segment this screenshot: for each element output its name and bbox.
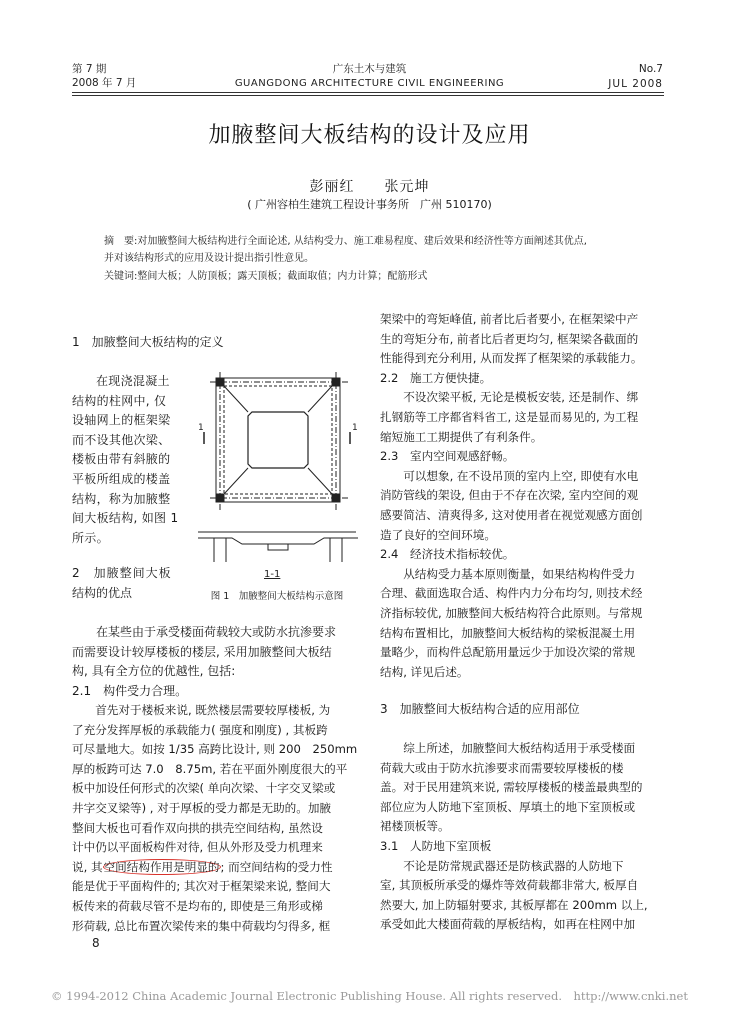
s22-line: 不设次梁平板, 无论是模板安装, 还是制作、绑 — [403, 390, 639, 405]
page-number: 8 — [92, 936, 100, 950]
para2-marked-line — [72, 858, 362, 878]
section-2-2-heading: 2.2 施工方便快捷。 — [380, 370, 492, 385]
journal-title-cn: 广东土木与建筑 — [332, 63, 407, 75]
para2-line: 了充分发挥厚板的承载能力( 强度和刚度) , 其板跨 — [72, 722, 328, 737]
section-2-heading-line-1: 2 加腋整间大板 — [72, 566, 172, 580]
para2-line: 厚的板跨可达 7.0 8.75m, 若在平面外刚度很大的平 — [72, 761, 348, 776]
section-column-left — [214, 538, 226, 562]
para2-line: 井字交叉梁等) , 对于厚板的受力都是无助的。加腋 — [72, 800, 332, 815]
s22-line: 缩短施工工期提供了有利条件。 — [380, 429, 543, 444]
s31-line: 然要大, 加上防辐射要求, 其板厚都在 200mm 以上, — [380, 897, 648, 912]
s1-line: 设轴网上的框架梁 — [72, 413, 171, 428]
section-1-heading: 1 加腋整间大板结构的定义 — [72, 335, 224, 349]
issue-date-cn: 2008 年 7 月 — [72, 77, 137, 89]
s1-line: 在现浇混凝土 — [96, 374, 170, 388]
haunch-diagonal — [224, 386, 248, 412]
section-3-1-heading: 3.1 人防地下室顶板 — [380, 838, 492, 853]
paper-title: 加腋整间大板结构的设计及应用 — [208, 123, 531, 148]
column — [216, 494, 224, 502]
column — [332, 494, 340, 502]
marked-post: ; 而空间结构的受力性 — [220, 859, 333, 874]
section-2-3-heading: 2.3 室内空间观感舒畅。 — [380, 449, 515, 464]
s1-line: 楼板由带有斜腋的 — [72, 452, 171, 467]
keywords-line — [104, 268, 664, 285]
s1-line: 平板所组成的楼盖 — [72, 471, 171, 486]
s24-line: 量略少，而构件总配筋用量远少于加设次梁的常规 — [380, 645, 636, 660]
para1-line: 而需要设计较厚楼板的楼层, 采用加腋整间大板结 — [72, 644, 332, 659]
para1-line: 构, 具有全方位的优越性, 包括: — [72, 664, 236, 679]
s24-line: 结构, 详见后述。 — [380, 664, 469, 679]
cut-label-left: 1 — [198, 423, 204, 433]
s1-line: 所示。 — [72, 530, 109, 545]
s24-line: 济指标较优, 加腋整间大板结构符合此原则。与常规 — [380, 605, 643, 620]
abstract-line-1 — [104, 233, 664, 250]
abstract-text-1: 对加腋整间大板结构进行全面论述, 从结构受力、施工难易程度、建后效果和经济性等方面阐述其优点, — [137, 236, 587, 247]
para2-line: 可尽量地大。如按 1/35 高跨比设计, 则 200 250mm — [72, 742, 358, 757]
figure-1-diagram — [192, 372, 362, 590]
s23-line: 消防管线的架设, 但由于不存在次梁, 室内空间的观 — [380, 488, 639, 503]
figure-1-caption: 图 1 加腋整间大板结构示意图 — [210, 591, 344, 602]
s24-line: 结构布置相比，加腋整间大板结构的梁板混凝土用 — [380, 625, 636, 640]
section-beam — [268, 544, 288, 550]
header-rule-thin — [72, 95, 664, 96]
s31-line: 室, 其顶板所承受的爆炸等效荷载都非常大, 板厚自 — [380, 878, 639, 893]
haunch-diagonal — [308, 468, 332, 494]
keywords-text: 整间大板；人防顶板；露天顶板；截面取值；内力计算；配筋形式 — [137, 271, 428, 282]
highlight-ellipse: 空间结构作用是明显的 — [103, 859, 220, 874]
s3-line: 部位应为人防地下室顶板、厚填土的地下室顶板或 — [380, 799, 636, 814]
para-cont-line: 架梁中的弯矩峰值, 前者比后者要小, 在框架梁中产 — [380, 312, 639, 326]
beam-inner-edge — [224, 386, 332, 494]
affiliation: ( 广州容柏生建筑工程设计事务所 广州 510170) — [247, 198, 492, 211]
abstract-label: 摘 要: — [104, 236, 138, 247]
section-2-4-heading: 2.4 经济技术指标较优。 — [380, 547, 515, 562]
s1-line: 结构的柱网中, 仅 — [72, 393, 167, 408]
s23-line: 感要简洁、清爽得多, 这对使用者在视觉观感方面创 — [380, 507, 643, 522]
section-3-body — [380, 739, 668, 935]
section-1-body — [72, 372, 184, 548]
section-label: 1-1 — [264, 569, 281, 580]
marked-pre: 说, 其 — [72, 859, 103, 874]
para2-line: 形荷载, 总比布置次梁传来的集中荷载均匀得多, 框 — [72, 918, 331, 933]
s1-line: 结构，称为加腋整 — [72, 491, 171, 506]
column — [332, 378, 340, 386]
journal-title-en: GUANGDONG ARCHITECTURE CIVIL ENGINEERING — [234, 78, 505, 89]
issue-number-cn: 第 7 期 — [72, 63, 107, 75]
s23-line: 可以想象, 在不设吊顶的室内上空, 即使有水电 — [403, 468, 639, 483]
cut-label-right: 1 — [352, 423, 358, 433]
s24-line: 从结构受力基本原则衡量，如果结构构件受力 — [403, 566, 636, 581]
abstract-text-2: 并对该结构形式的应用及设计提出指引性意见。 — [104, 253, 314, 264]
s1-line: 间大板结构, 如图 1 — [72, 511, 179, 526]
section-3-heading: 3 加腋整间大板结构合适的应用部位 — [380, 702, 580, 716]
s23-line: 造了良好的空间环境。 — [380, 527, 496, 542]
frame-outer — [216, 378, 340, 502]
s31-line: 承受如此大楼面荷载的厚板结构，如再在柱网中加 — [380, 917, 636, 932]
s31-line: 不论是防常规武器还是防核武器的人防地下 — [403, 858, 624, 873]
cnki-watermark: © 1994-2012 China Academic Journal Electronic Publishing House. All rights reserved. http://www.cnki.net — [51, 989, 688, 1003]
s22-line: 扎钢筋等工序都省料省工, 这是显而易见的, 为工程 — [380, 409, 639, 424]
para2-line: 计中仍以平面板构件对待, 但从外形及受力机理来 — [72, 840, 323, 855]
issue-number-en: No.7 — [638, 63, 663, 75]
para1-line: 在某些由于承受楼面荷载较大或防水抗渗要求 — [96, 625, 337, 639]
s3-line: 综上所述，加腋整间大板结构适用于承受楼面 — [403, 741, 636, 755]
section-column-right — [330, 538, 342, 562]
s3-line: 裙楼顶板等。 — [380, 819, 450, 834]
s1-line: 而不设其他次梁、 — [72, 432, 171, 447]
para-cont-line: 性能得到充分利用, 从而发挥了框架梁的承载能力。 — [380, 351, 643, 366]
para-cont-line: 生的弯矩分布, 前者比后者更均匀, 框架梁各截面的 — [380, 331, 639, 346]
para2-line: 板中加设任何形式的次梁( 单向次梁、十字交叉梁或 — [72, 781, 336, 796]
para2-line: 整间大板也可看作双向拱的拱壳空间结构, 虽然设 — [72, 820, 323, 835]
section-2-intro — [72, 623, 362, 682]
para2-line: 首先对于楼板来说, 既然楼层需要较厚楼板, 为 — [95, 703, 331, 717]
haunch-diagonal — [308, 386, 332, 412]
section-2-heading-line-2: 结构的优点 — [72, 586, 133, 600]
s3-line: 盖。对于民用建筑来说, 需较厚楼板的楼盖最典型的 — [380, 780, 643, 795]
section-2-1-body — [72, 701, 362, 936]
haunch-outline — [248, 412, 308, 468]
para2-line: 能是优于平面构件的; 其次对于框架梁来说, 整间大 — [72, 879, 331, 894]
haunch-diagonal — [224, 468, 248, 494]
authors: 彭丽红 张元坤 — [309, 179, 430, 195]
column — [216, 378, 224, 386]
issue-date-en: JUL 2008 — [608, 78, 663, 90]
section-2-1-heading: 2.1 构件受力合理。 — [72, 684, 188, 698]
right-column-body — [380, 310, 668, 682]
s3-line: 荷载大或由于防水抗渗要求而需要较厚楼板的楼 — [380, 760, 624, 775]
header-rule — [72, 92, 664, 93]
keywords-label: 关键词: — [104, 271, 138, 282]
section-slab-bottom — [198, 538, 358, 544]
para2-line: 板传来的荷载尽管不是均布的, 即使是三角形或梯 — [72, 898, 323, 913]
s24-line: 合理、截面选取合适、构件内力分布均匀, 则技术经 — [380, 586, 643, 601]
